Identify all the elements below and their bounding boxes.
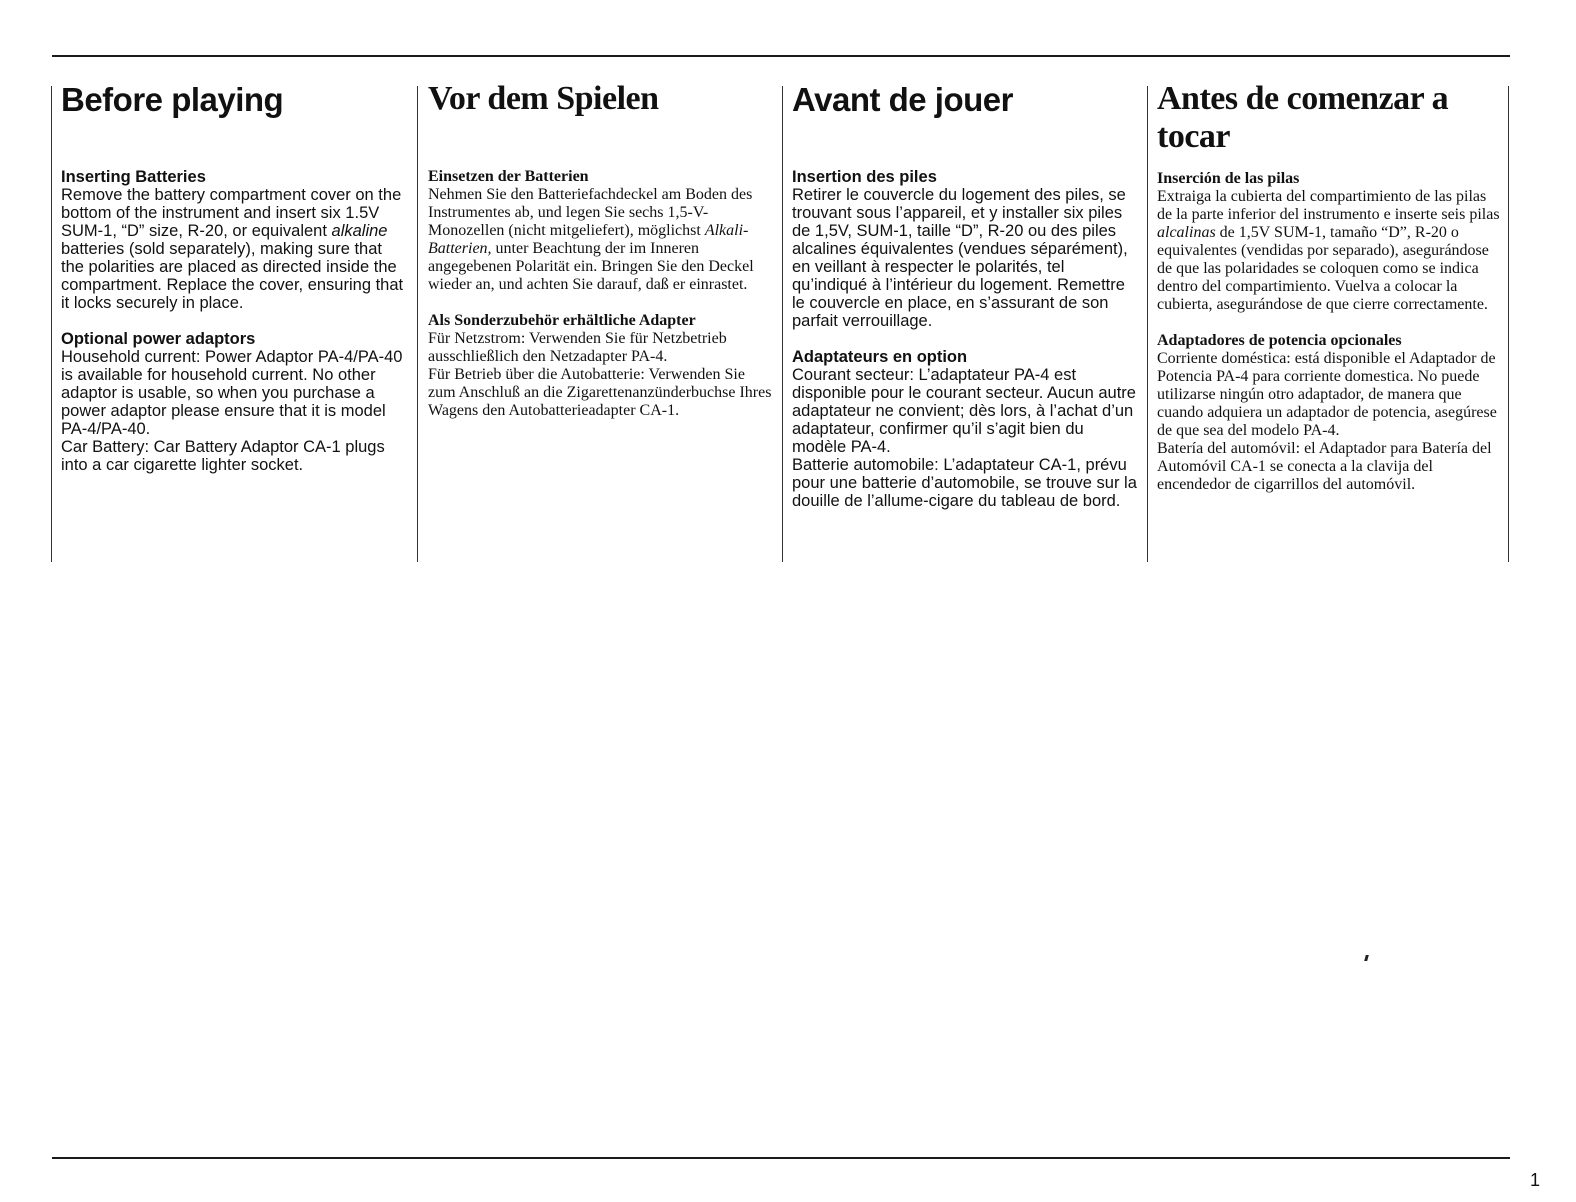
print-speck (1364, 955, 1369, 961)
column-divider (51, 86, 52, 562)
section-body: Batterie automobile: L’adaptateur CA-1, prévu pour une batterie d’automobile, se trouve sur la douille de l’allume-cigare du tableau de bord. (792, 456, 1137, 510)
section-body: Corriente doméstica: está disponible el Adaptador de Potencia PA-4 para corriente domestica. No puede utilizarse ningún otro adaptador, de manera que cuando adquiera un adaptador de potencia, asegúrese de que sea del modelo PA-4. (1157, 350, 1497, 439)
column-french (792, 80, 1140, 528)
section-insertion-des-piles (792, 168, 1140, 330)
section-body: Retirer le couvercle du logement des piles, se trouvant sous l’appareil, et y installer six piles de 1,5V, SUM-1, taille “D”, R-20 ou des piles alcalines équivalentes (vendues séparément), en veillant à respecter le polarités, tel qu’indiqué à l’intérieur du logement. Remettre le couvercle en place, en s’assurant de son parfait verrouillage. (792, 186, 1128, 330)
section-title: Insertion des piles (792, 168, 937, 186)
section-inserting-batteries (61, 168, 409, 312)
section-optional-power-adaptors (61, 330, 409, 474)
column-divider (417, 86, 418, 562)
bottom-rule (52, 1157, 1510, 1159)
section-title: Als Sonderzubehör erhältliche Adapter (428, 312, 696, 329)
section-title: Adaptateurs en option (792, 348, 968, 366)
page-number: 1 (1530, 1170, 1541, 1190)
section-body: Für Netzstrom: Verwenden Sie für Netzbetrieb ausschließlich den Netzadapter PA-4. (428, 330, 727, 365)
section-title: Inserción de las pilas (1157, 170, 1300, 187)
section-title: Einsetzen der Batterien (428, 168, 589, 185)
section-body: Remove the battery compartment cover on the bottom of the instrument and insert six 1.5V SUM-1, “D” size, R-20, or equivalent alkaline batteries (sold separately), making sure that the polarities are placed as directed inside the compartment. Replace the cover, ensuring that it locks securely in place. (61, 186, 404, 312)
section-einsetzen-der-batterien (428, 168, 776, 294)
heading-german: Vor dem Spielen (428, 80, 659, 117)
section-insercion-de-las-pilas (1157, 170, 1505, 314)
top-rule (52, 55, 1510, 57)
section-body: Batería del automóvil: el Adaptador para Batería del Automóvil CA-1 se conecta a la clavija del encendedor de cigarrillos del automóvil. (1157, 440, 1492, 493)
section-adaptadores-opcionales (1157, 332, 1505, 494)
heading-english: Before playing (61, 81, 284, 118)
section-body: Household current: Power Adaptor PA-4/PA-40 is available for household current. No other adaptor is usable, so when you purchase a power adaptor please ensure that it is model PA-4/PA-40. (61, 348, 403, 438)
column-english (61, 80, 409, 492)
section-adaptateurs-en-option (792, 348, 1140, 510)
section-body: Car Battery: Car Battery Adaptor CA-1 plugs into a car cigarette lighter socket. (61, 438, 385, 474)
section-body: Nehmen Sie den Batteriefachdeckel am Boden des Instrumentes ab, und legen Sie sechs 1,5-V-Monozellen (nicht mitgeliefert), möglichst Alkali-Batterien, unter Beachtung der im Inneren angegebenen Polarität ein. Bringen Sie den Deckel wieder an, und achten Sie darauf, daß er einrastet. (428, 186, 754, 293)
heading-spanish: Antes de comenzar a tocar (1157, 80, 1449, 155)
column-divider (1147, 86, 1148, 562)
section-title: Optional power adaptors (61, 330, 256, 348)
column-divider (782, 86, 783, 562)
section-body: Courant secteur: L’adaptateur PA-4 est disponible pour le courant secteur. Aucun autre adaptateur ne convient; dès lors, à l’achat d’un adaptateur, confirmer qu’il s’agit bien du modèle PA-4. (792, 366, 1136, 456)
column-divider (1508, 86, 1509, 562)
column-spanish (1157, 80, 1505, 512)
heading-french: Avant de jouer (792, 81, 1013, 118)
column-german (428, 80, 776, 438)
section-sonderzubehoer-adapter (428, 312, 776, 420)
section-title: Inserting Batteries (61, 168, 206, 186)
section-title: Adaptadores de potencia opcionales (1157, 332, 1402, 349)
section-body: Extraiga la cubierta del compartimiento de las pilas de la parte inferior del instrumento e inserte seis pilas alcalinas de 1,5V SUM-1, tamaño “D”, R-20 o equivalentes (vendidas por separado), asegurándose de que las polaridades se coloquen como se indica dentro del compartimiento. Vuelva a colocar la cubierta, asegurándose de que cierre correctamente. (1157, 188, 1500, 313)
section-body: Für Betrieb über die Autobatterie: Verwenden Sie zum Anschluß an die Zigarettenanzünderbuchse Ihres Wagens den Autobatterieadapter CA-1. (428, 366, 772, 419)
